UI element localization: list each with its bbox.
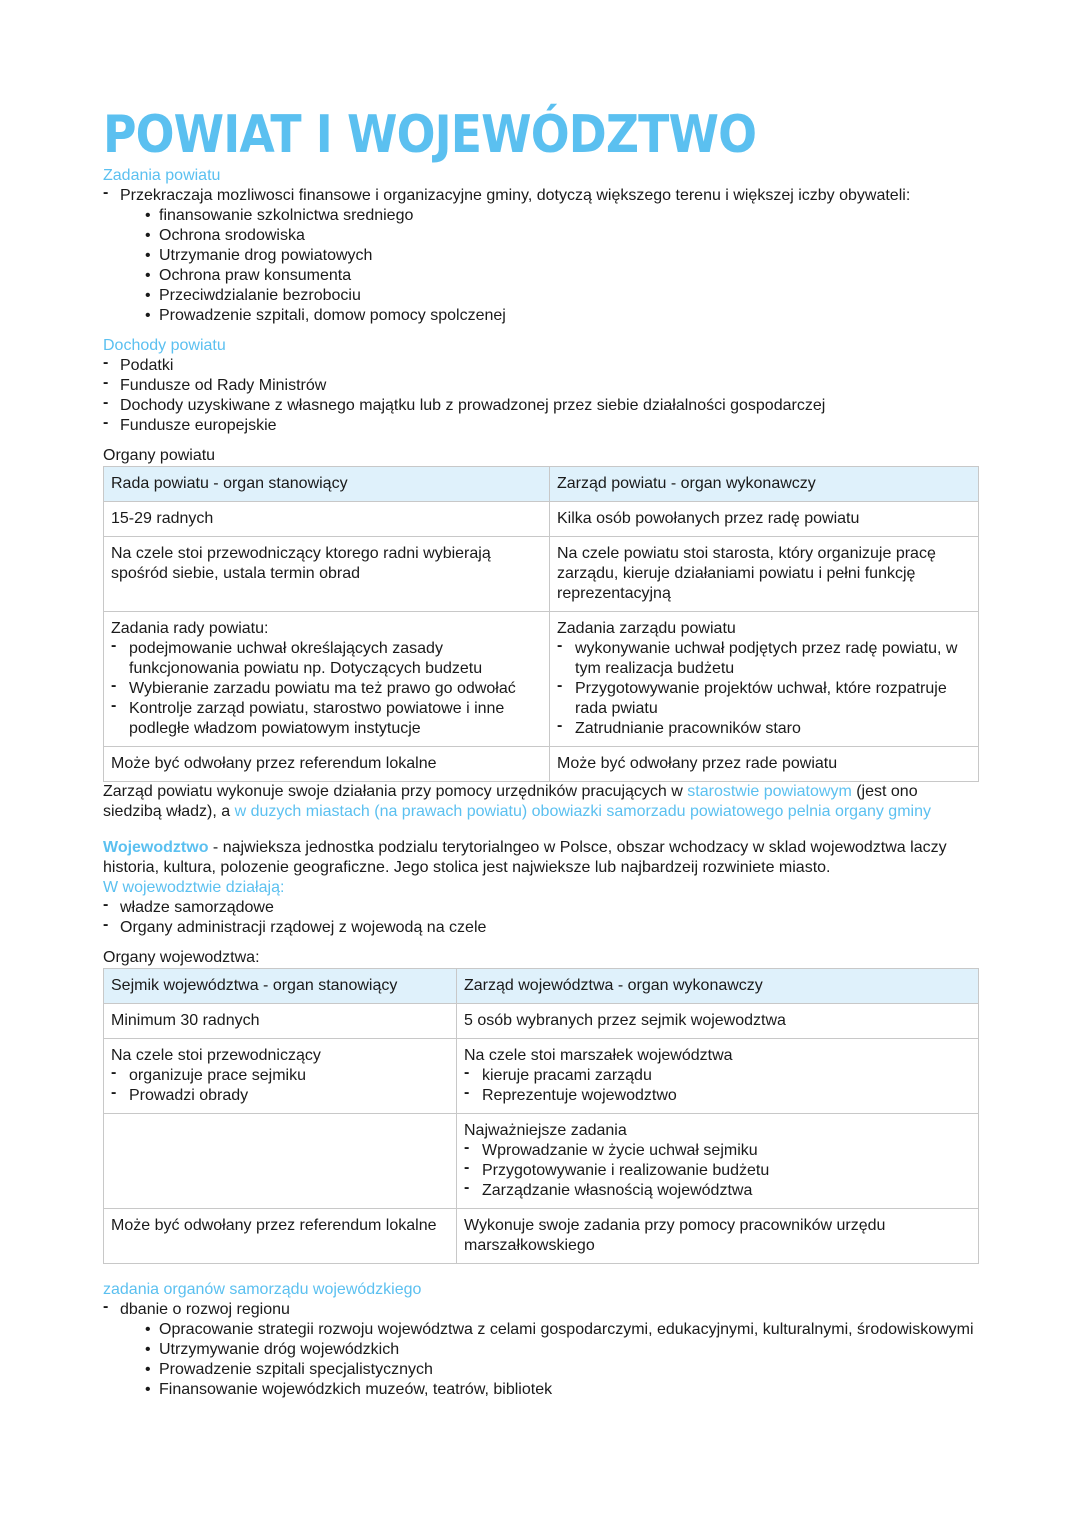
dochody-powiatu-heading: Dochody powiatu — [103, 337, 226, 354]
list-item: • Ochrona praw konsumenta — [145, 266, 977, 286]
table-cell: Może być odwołany przez rade powiatu — [550, 747, 979, 782]
list-item: • Prowadzenie szpitali, domow pomocy spolczenej — [145, 306, 977, 326]
list-item: - Zatrudnianie pracowników staro — [557, 719, 971, 739]
table-cell — [457, 1114, 979, 1209]
table-cell: Kilka osób powołanych przez radę powiatu — [550, 502, 979, 537]
list-item: • Opracowanie strategii rozwoju województwa z celami gospodarczymi, edukacyjnymi, kulturalnymi, środowiskowymi — [145, 1320, 977, 1340]
zadania-powiatu-intro: - Przekraczaja mozliwosci finansowe i organizacyjne gminy, dotyczą większego terenu i większej iczby obywateli: • finansowanie szkolnictwa sredniego • Ochrona srodowiska • Utrzymanie drog powiatowych • Ochrona praw konsumenta • Przeciwdzialanie bezrobociu • Prowadzenie szpitali, domow pomocy spolczenej — [103, 186, 977, 326]
wojewodztwo-dzialaja-list — [103, 898, 977, 938]
zarzad-powiatu-note: Zarząd powiatu wykonuje swoje działania przy pomocy urzędników pracujących w starostwie powiatowym (jest ono siedzibą władz), a w duzych miastach (na prawach powiatu) obowiazki samorzadu powiatowego pelnia organy gminy — [103, 783, 931, 820]
list-item: - Podatki — [103, 356, 977, 376]
table-cell-empty — [104, 1114, 457, 1209]
organy-wojewodztwa-heading: Organy wojewodztwa: — [103, 949, 260, 966]
table-row — [104, 537, 979, 612]
cell-list — [557, 639, 971, 739]
zadania-powiatu-section — [103, 166, 977, 326]
table-cell: Na czele powiatu stoi starosta, który organizuje pracę zarządu, kieruje działaniami powiatu i pełni funkcję reprezentacyjną — [550, 537, 979, 612]
table-row — [104, 1114, 979, 1209]
table-header-cell: Zarząd powiatu - organ wykonawczy — [550, 467, 979, 502]
list-item: - Reprezentuje wojewodztwo — [464, 1086, 971, 1106]
dochody-powiatu-list — [103, 356, 977, 436]
list-item: - Fundusze europejskie — [103, 416, 977, 436]
cell-list — [111, 639, 542, 739]
highlight-text: w duzych miastach (na prawach powiatu) obowiazki samorzadu powiatowego pelnia organy gminy — [234, 803, 931, 820]
list-item: - Wybieranie zarzadu powiatu ma też prawo go odwołać — [111, 679, 542, 699]
list-item: - wykonywanie uchwał podjętych przez radę powiatu, w tym realizacja budżetu — [557, 639, 971, 679]
list-item: - Przygotowywanie projektów uchwał, które rozpatruje rada pwiatu — [557, 679, 971, 719]
cell-label: Zadania rady powiatu: — [111, 620, 269, 637]
table-cell: Minimum 30 radnych — [104, 1004, 457, 1039]
table-header-row — [104, 969, 979, 1004]
wojewodztwo-section — [103, 838, 977, 938]
list-item: - kieruje pracami zarządu — [464, 1066, 971, 1086]
list-item: - Fundusze od Rady Ministrów — [103, 376, 977, 396]
cell-label: Najważniejsze zadania — [464, 1122, 627, 1139]
cell-list — [464, 1141, 971, 1201]
organy-powiatu-section — [103, 446, 977, 822]
list-item: - Przygotowywanie i realizowanie budżetu — [464, 1161, 971, 1181]
list-item: • Ochrona srodowiska — [145, 226, 977, 246]
wojewodztwo-definition: Wojewodztwo - najwieksza jednostka podzialu terytorialngeo w Polsce, obszar wchodzacy w sklad wojewodztwa laczy historia, kultura, polozenie geograficzne. Jego stolica jest najwieksze lub najbardzeij rozwiniete miasto. — [103, 839, 947, 876]
list-item: - podejmowanie uchwał określających zasady funkcjonowania powiatu np. Dotyczących budzetu — [111, 639, 542, 679]
dochody-powiatu-section — [103, 336, 977, 436]
list-item: - Wprowadzanie w życie uchwał sejmiku — [464, 1141, 971, 1161]
table-row — [104, 747, 979, 782]
list-item: • Finansowanie wojewódzkich muzeów, teatrów, bibliotek — [145, 1380, 977, 1400]
zadania-samorzadu-list — [103, 1300, 977, 1400]
table-header-cell: Sejmik województwa - organ stanowiący — [104, 969, 457, 1004]
wojewodztwo-term: Wojewodztwo — [103, 839, 209, 856]
table-header-row — [104, 467, 979, 502]
zadania-powiatu-list — [103, 186, 977, 326]
wojewodztwo-dzialaja-heading: W wojewodztwie działają: — [103, 879, 285, 896]
list-item: - Dochody uzyskiwane z własnego majątku lub z prowadzonej przez siebie działalności gospodarczej — [103, 396, 977, 416]
table-cell — [550, 612, 979, 747]
table-row — [104, 1039, 979, 1114]
table-cell — [457, 1039, 979, 1114]
zadania-samorzadu-heading: zadania organów samorządu wojewódzkiego — [103, 1281, 422, 1298]
list-item: - organizuje prace sejmiku — [111, 1066, 449, 1086]
list-item: • Utrzymywanie dróg wojewódzkich — [145, 1340, 977, 1360]
page-title: POWIAT I WOJEWÓDZTWO — [103, 105, 757, 165]
organy-powiatu-table — [103, 466, 979, 782]
list-item: - Organy administracji rządowej z wojewodą na czele — [103, 918, 977, 938]
list-item: • Przeciwdzialanie bezrobociu — [145, 286, 977, 306]
cell-label: Na czele stoi marszałek województwa — [464, 1047, 733, 1064]
zadania-samorzadu-intro: - dbanie o rozwoj regionu • Opracowanie strategii rozwoju województwa z celami gospodarczymi, edukacyjnymi, kulturalnymi, środowiskowymi • Utrzymywanie dróg wojewódzkich • Prowadzenie szpitali specjalistycznych • Finansowanie wojewódzkich muzeów, teatrów, bibliotek — [103, 1300, 977, 1400]
zadania-samorzadu-bullets — [120, 1320, 977, 1400]
table-cell: 15-29 radnych — [104, 502, 550, 537]
table-cell: Wykonuje swoje zadania przy pomocy pracowników urzędu marszałkowskiego — [457, 1209, 979, 1264]
document-page — [103, 104, 977, 1400]
table-cell: Może być odwołany przez referendum lokalne — [104, 747, 550, 782]
table-header-cell: Rada powiatu - organ stanowiący — [104, 467, 550, 502]
table-cell: Na czele stoi przewodniczący ktorego radni wybierają spośród siebie, ustala termin obrad — [104, 537, 550, 612]
organy-wojewodztwa-section — [103, 948, 977, 1264]
cell-label: Zadania zarządu powiatu — [557, 620, 736, 637]
table-header-cell: Zarząd województwa - organ wykonawczy — [457, 969, 979, 1004]
table-cell: Może być odwołany przez referendum lokalne — [104, 1209, 457, 1264]
table-row — [104, 612, 979, 747]
highlight-text: starostwie powiatowym — [687, 783, 852, 800]
table-row — [104, 1209, 979, 1264]
table-row — [104, 1004, 979, 1039]
list-item: - Zarządzanie własnością województwa — [464, 1181, 971, 1201]
list-item: • finansowanie szkolnictwa sredniego — [145, 206, 977, 226]
table-cell: 5 osób wybranych przez sejmik wojewodztwa — [457, 1004, 979, 1039]
table-cell — [104, 612, 550, 747]
list-item: • Prowadzenie szpitali specjalistycznych — [145, 1360, 977, 1380]
zadania-samorzadu-section — [103, 1280, 977, 1400]
list-item: - Kontrolje zarząd powiatu, starostwo powiatowe i inne podległe władzom powiatowym instytucje — [111, 699, 542, 739]
list-item: - Prowadzi obrady — [111, 1086, 449, 1106]
list-item: • Utrzymanie drog powiatowych — [145, 246, 977, 266]
cell-label: Na czele stoi przewodniczący — [111, 1047, 321, 1064]
zadania-powiatu-bullets — [120, 206, 977, 326]
organy-powiatu-heading: Organy powiatu — [103, 447, 216, 464]
zadania-powiatu-heading: Zadania powiatu — [103, 167, 221, 184]
table-row — [104, 502, 979, 537]
cell-list — [111, 1066, 449, 1106]
table-cell — [104, 1039, 457, 1114]
list-item: - władze samorządowe — [103, 898, 977, 918]
cell-list — [464, 1066, 971, 1106]
organy-wojewodztwa-table — [103, 968, 979, 1264]
